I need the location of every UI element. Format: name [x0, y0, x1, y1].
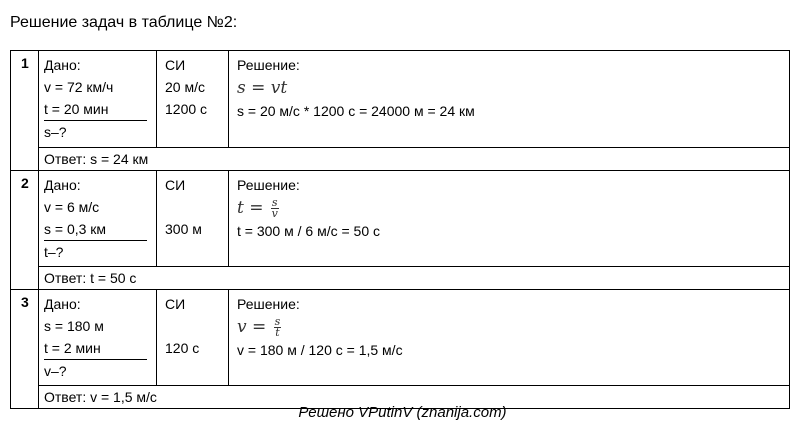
- calculation: t = 300 м / 6 м/с = 50 с: [237, 223, 380, 239]
- fraction-denominator: t: [275, 326, 280, 339]
- given-item: v = 72 км/ч: [44, 79, 114, 95]
- calculation: s = 20 м/с * 1200 с = 24000 м = 24 км: [237, 103, 475, 119]
- si-item: 20 м/с: [165, 79, 205, 95]
- solution-label: Решение:: [237, 57, 300, 73]
- given-label: Дано:: [44, 177, 81, 193]
- answer-cell: Ответ: v = 1,5 м/с: [39, 386, 790, 409]
- given-item: t = 2 мин: [44, 337, 147, 360]
- solution-cell: [229, 51, 790, 148]
- formula: [237, 196, 781, 220]
- given-cell: [39, 171, 157, 267]
- task-row: [11, 51, 790, 148]
- solution-label: Решение:: [237, 177, 300, 193]
- task-row: [11, 290, 790, 386]
- given-item: s = 180 м: [44, 318, 104, 334]
- si-cell: [157, 290, 229, 386]
- fraction-numerator: s: [274, 315, 281, 328]
- given-label: Дано:: [44, 57, 81, 73]
- formula: [237, 315, 781, 339]
- si-cell: [157, 51, 229, 148]
- answer-cell: Ответ: s = 24 км: [39, 148, 790, 171]
- tasks-table: [10, 50, 790, 409]
- task-number: 2: [11, 171, 39, 290]
- si-item: 300 м: [165, 221, 202, 237]
- formula-lhs: v =: [237, 317, 272, 337]
- formula-lhs: s =: [237, 78, 271, 98]
- fraction-numerator: s: [271, 196, 278, 209]
- si-item: 120 с: [165, 340, 200, 356]
- answer-cell: Ответ: t = 50 с: [39, 267, 790, 290]
- given-label: Дано:: [44, 296, 81, 312]
- formula-fraction: [271, 198, 279, 219]
- footer-credit: Решено VPutinV (znanija.com): [298, 404, 507, 421]
- fraction-denominator: v: [271, 207, 278, 220]
- solution-label: Решение:: [237, 296, 300, 312]
- find-item: s–?: [44, 124, 67, 140]
- formula-rhs: vt: [270, 78, 288, 98]
- si-label: СИ: [165, 296, 186, 312]
- si-label: СИ: [165, 57, 186, 73]
- solution-cell: [229, 290, 790, 386]
- task-number: 3: [11, 290, 39, 409]
- si-label: СИ: [165, 177, 186, 193]
- task-row: [11, 171, 790, 267]
- solution-cell: [229, 171, 790, 267]
- formula-fraction: [274, 317, 282, 338]
- given-cell: [39, 51, 157, 148]
- given-cell: [39, 290, 157, 386]
- page-title: Решение задач в таблице №2:: [10, 14, 238, 31]
- given-item: t = 20 мин: [44, 98, 147, 121]
- given-item: v = 6 м/с: [44, 199, 100, 215]
- formula: [237, 76, 781, 100]
- task-number: 1: [11, 51, 39, 171]
- find-item: t–?: [44, 244, 64, 260]
- formula-lhs: t =: [237, 198, 269, 218]
- given-item: s = 0,3 км: [44, 218, 147, 241]
- si-cell: [157, 171, 229, 267]
- si-item: 1200 с: [165, 101, 208, 117]
- calculation: v = 180 м / 120 с = 1,5 м/с: [237, 342, 403, 358]
- find-item: v–?: [44, 363, 67, 379]
